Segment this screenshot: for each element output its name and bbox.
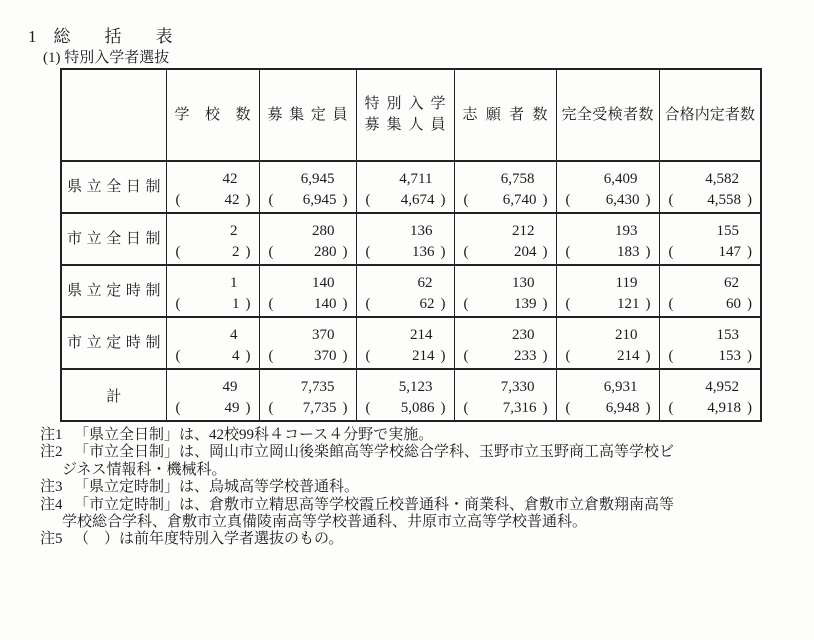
current-value: 280: [312, 222, 335, 239]
paren-close: ): [342, 399, 348, 416]
current-value: 370: [312, 326, 335, 343]
previous-value-line: [357, 346, 454, 367]
note-line: （ ）は前年度特別入学者選抜のもの。: [74, 531, 344, 548]
paren-open: (: [365, 191, 371, 208]
value-cell: [259, 161, 356, 213]
value-cell: [356, 161, 454, 213]
paren-close: ): [245, 295, 251, 312]
paren-open: (: [565, 347, 571, 364]
value-cell: [556, 369, 659, 421]
value-cell: [259, 265, 356, 317]
value-cell: [556, 161, 659, 213]
paren-open: (: [565, 191, 571, 208]
current-value: 140: [312, 274, 335, 291]
row-label-total: 計: [61, 369, 166, 421]
current-value: 42: [222, 170, 238, 187]
paren-close: ): [440, 295, 446, 312]
value-cell: [356, 265, 454, 317]
paren-open: (: [175, 347, 181, 364]
previous-value-line: [455, 294, 556, 315]
previous-value-line: [557, 242, 659, 263]
current-value: 7,330: [500, 378, 535, 395]
previous-value-line: [260, 346, 356, 367]
current-value: 6,945: [300, 170, 335, 187]
note-item-1: [0, 427, 800, 444]
previous-value-line: [167, 242, 259, 263]
previous-value: 2: [232, 243, 240, 260]
current-value: 212: [512, 222, 535, 239]
paren-open: (: [175, 399, 181, 416]
row-label-prefectural-fulltime: 県 立 全 日 制: [61, 161, 166, 213]
previous-value: 214: [617, 347, 640, 364]
previous-value-line: [167, 398, 259, 419]
value-cell: [454, 213, 556, 265]
current-value: 119: [615, 274, 638, 291]
previous-value: 153: [718, 347, 741, 364]
paren-close: ): [542, 243, 548, 260]
current-value: 4,711: [399, 170, 433, 187]
previous-value-line: [455, 398, 556, 419]
previous-value-line: [557, 294, 659, 315]
previous-value-line: [357, 190, 454, 211]
paren-open: (: [565, 295, 571, 312]
note-label: 注2: [40, 444, 63, 461]
current-value: 4: [230, 326, 238, 343]
value-cell: [356, 213, 454, 265]
current-value: 4,952: [705, 378, 739, 395]
paren-close: ): [440, 347, 446, 364]
note-line: 「県立全日制」は、42校99科４コース４分野で実施。: [74, 427, 434, 443]
table-row-prefectural-parttime: [61, 265, 761, 317]
paren-open: (: [463, 243, 469, 260]
previous-value: 4,674: [400, 191, 435, 208]
paren-open: (: [565, 243, 571, 260]
value-cell: [659, 161, 761, 213]
previous-value: 136: [412, 243, 435, 260]
value-cell: [659, 213, 761, 265]
previous-value: 140: [314, 295, 337, 312]
paren-open: (: [668, 399, 674, 416]
current-value: 49: [222, 378, 238, 395]
current-value: 6,409: [603, 170, 638, 187]
previous-value: 49: [224, 399, 240, 416]
paren-close: ): [245, 399, 251, 416]
current-value: 1: [230, 274, 238, 291]
paren-open: (: [268, 295, 274, 312]
note-line: 「市立定時制」は、倉敷市立精思高等学校霞丘校普通科・商業科、倉敷市立倉敷翔南高等: [74, 496, 675, 513]
note-label: 注1: [40, 427, 63, 443]
paren-open: (: [463, 295, 469, 312]
previous-value: 60: [726, 295, 741, 312]
current-value: 6,931: [603, 378, 638, 395]
table-row-total: [61, 369, 761, 421]
current-value: 230: [512, 326, 535, 343]
paren-close: ): [645, 347, 651, 364]
previous-value-line: [660, 294, 761, 315]
note-item-2: [0, 444, 800, 479]
previous-value: 6,740: [502, 191, 537, 208]
previous-value-line: [357, 242, 454, 263]
previous-value-line: [260, 294, 356, 315]
previous-value: 4,558: [707, 191, 741, 208]
paren-close: ): [440, 191, 446, 208]
current-value: 62: [724, 274, 739, 291]
value-cell: [659, 265, 761, 317]
value-cell: [454, 265, 556, 317]
header-row: [61, 69, 761, 161]
previous-value-line: [455, 190, 556, 211]
previous-value: 7,316: [502, 399, 537, 416]
note-line: 「県立定時制」は、烏城高等学校普通科。: [74, 479, 360, 496]
row-label-prefectural-parttime: 県 立 定 時 制: [61, 265, 166, 317]
paren-close: ): [645, 243, 651, 260]
section-subtitle: (1) 特別入学者選抜: [43, 50, 170, 66]
paren-open: (: [175, 243, 181, 260]
paren-open: (: [365, 399, 371, 416]
paren-close: ): [245, 243, 251, 260]
previous-value: 183: [617, 243, 640, 260]
current-value: 193: [615, 222, 638, 239]
current-value: 4,582: [705, 170, 739, 187]
previous-value-line: [167, 294, 259, 315]
previous-value: 204: [514, 243, 537, 260]
col-header-examinees: 完 全 受 検 者 数: [556, 69, 659, 161]
value-cell: [356, 369, 454, 421]
paren-open: (: [668, 243, 674, 260]
value-cell: [556, 265, 659, 317]
current-value: 210: [615, 326, 638, 343]
previous-value-line: [455, 242, 556, 263]
paren-open: (: [365, 347, 371, 364]
previous-value: 370: [314, 347, 337, 364]
previous-value-line: [660, 190, 761, 211]
paren-close: ): [747, 191, 752, 208]
current-value: 214: [410, 326, 433, 343]
paren-close: ): [342, 295, 348, 312]
previous-value-line: [557, 346, 659, 367]
value-cell: [166, 369, 259, 421]
previous-value: 6,945: [302, 191, 337, 208]
previous-value: 6,430: [605, 191, 640, 208]
note-item-5: [0, 531, 800, 548]
row-label-municipal-parttime: 市 立 定 時 制: [61, 317, 166, 369]
previous-value: 42: [224, 191, 240, 208]
previous-value-line: [357, 398, 454, 419]
summary-table: [60, 68, 762, 422]
previous-value-line: [260, 190, 356, 211]
previous-value: 4: [232, 347, 240, 364]
previous-value-line: [557, 398, 659, 419]
previous-value-line: [660, 346, 761, 367]
note-label: 注4: [40, 496, 63, 513]
paren-open: (: [175, 191, 181, 208]
previous-value: 214: [412, 347, 435, 364]
paren-close: ): [645, 191, 651, 208]
col-header-school-count: 学 校 数: [166, 69, 259, 161]
paren-open: (: [268, 191, 274, 208]
note-item-4: [0, 497, 800, 532]
paren-open: (: [268, 399, 274, 416]
previous-value-line: [557, 190, 659, 211]
previous-value-line: [455, 346, 556, 367]
paren-close: ): [542, 399, 548, 416]
previous-value: 6,948: [605, 399, 640, 416]
paren-close: ): [747, 347, 752, 364]
value-cell: [659, 317, 761, 369]
previous-value: 62: [419, 295, 435, 312]
previous-value: 139: [514, 295, 537, 312]
value-cell: [659, 369, 761, 421]
previous-value-line: [260, 242, 356, 263]
previous-value: 4,918: [707, 399, 741, 416]
current-value: 153: [716, 326, 739, 343]
previous-value-line: [660, 398, 761, 419]
table-row-prefectural-fulltime: [61, 161, 761, 213]
paren-open: (: [365, 243, 371, 260]
previous-value: 280: [314, 243, 337, 260]
previous-value-line: [167, 190, 259, 211]
paren-close: ): [342, 191, 348, 208]
previous-value: 5,086: [400, 399, 435, 416]
paren-close: ): [747, 399, 752, 416]
paren-close: ): [245, 347, 251, 364]
current-value: 155: [716, 222, 739, 239]
paren-close: ): [747, 243, 752, 260]
paren-close: ): [342, 243, 348, 260]
paren-close: ): [440, 243, 446, 260]
value-cell: [556, 317, 659, 369]
note-line: 学校総合学科、倉敷市立真備陵南高等学校普通科、井原市立高等学校普通科。: [62, 514, 588, 531]
paren-open: (: [268, 347, 274, 364]
paren-open: (: [668, 347, 674, 364]
value-cell: [259, 317, 356, 369]
previous-value: 147: [718, 243, 741, 260]
corner-cell: [61, 69, 166, 161]
value-cell: [454, 369, 556, 421]
paren-close: ): [645, 295, 651, 312]
paren-close: ): [645, 399, 651, 416]
value-cell: [166, 317, 259, 369]
paren-open: (: [565, 399, 571, 416]
previous-value: 7,735: [302, 399, 337, 416]
paren-open: (: [463, 347, 469, 364]
previous-value: 233: [514, 347, 537, 364]
previous-value: 121: [617, 295, 640, 312]
note-line: ジネス情報科・機械科。: [62, 461, 227, 478]
current-value: 136: [410, 222, 433, 239]
col-header-accepted: 合 格 内 定 者 数: [659, 69, 761, 161]
current-value: 7,735: [300, 378, 335, 395]
value-cell: [166, 161, 259, 213]
paren-open: (: [463, 399, 469, 416]
value-cell: [454, 317, 556, 369]
footnotes: [0, 427, 800, 549]
value-cell: [166, 213, 259, 265]
paren-close: ): [342, 347, 348, 364]
current-value: 2: [230, 222, 238, 239]
note-line: 「市立全日制」は、岡山市立岡山後楽館高等学校総合学科、玉野市立玉野商工高等学校ビ: [74, 444, 675, 461]
paren-open: (: [175, 295, 181, 312]
paren-close: ): [542, 191, 548, 208]
previous-value-line: [660, 242, 761, 263]
paren-open: (: [463, 191, 469, 208]
previous-value-line: [167, 346, 259, 367]
table-row-municipal-fulltime: [61, 213, 761, 265]
row-label-municipal-fulltime: 市 立 全 日 制: [61, 213, 166, 265]
note-label: 注3: [40, 479, 63, 496]
previous-value-line: [357, 294, 454, 315]
paren-close: ): [245, 191, 251, 208]
paren-open: (: [668, 191, 674, 208]
current-value: 62: [417, 274, 433, 291]
value-cell: [556, 213, 659, 265]
current-value: 130: [512, 274, 535, 291]
note-item-3: [0, 479, 800, 496]
value-cell: [166, 265, 259, 317]
current-value: 6,758: [500, 170, 535, 187]
value-cell: [356, 317, 454, 369]
col-header-applicants: 志 願 者 数: [454, 69, 556, 161]
current-value: 5,123: [398, 378, 433, 395]
paren-close: ): [542, 295, 548, 312]
note-label: 注5: [40, 531, 63, 548]
previous-value-line: [260, 398, 356, 419]
paren-close: ): [542, 347, 548, 364]
value-cell: [454, 161, 556, 213]
paren-open: (: [668, 295, 674, 312]
value-cell: [259, 213, 356, 265]
page-title: 1 総 括 表: [28, 27, 173, 46]
table-row-municipal-parttime: [61, 317, 761, 369]
value-cell: [259, 369, 356, 421]
paren-open: (: [365, 295, 371, 312]
paren-close: ): [747, 295, 752, 312]
col-header-special-quota: 特 別 入 学 募 集 人 員: [356, 69, 454, 161]
col-header-capacity: 募 集 定 員: [259, 69, 356, 161]
paren-open: (: [268, 243, 274, 260]
previous-value: 1: [232, 295, 240, 312]
paren-close: ): [440, 399, 446, 416]
